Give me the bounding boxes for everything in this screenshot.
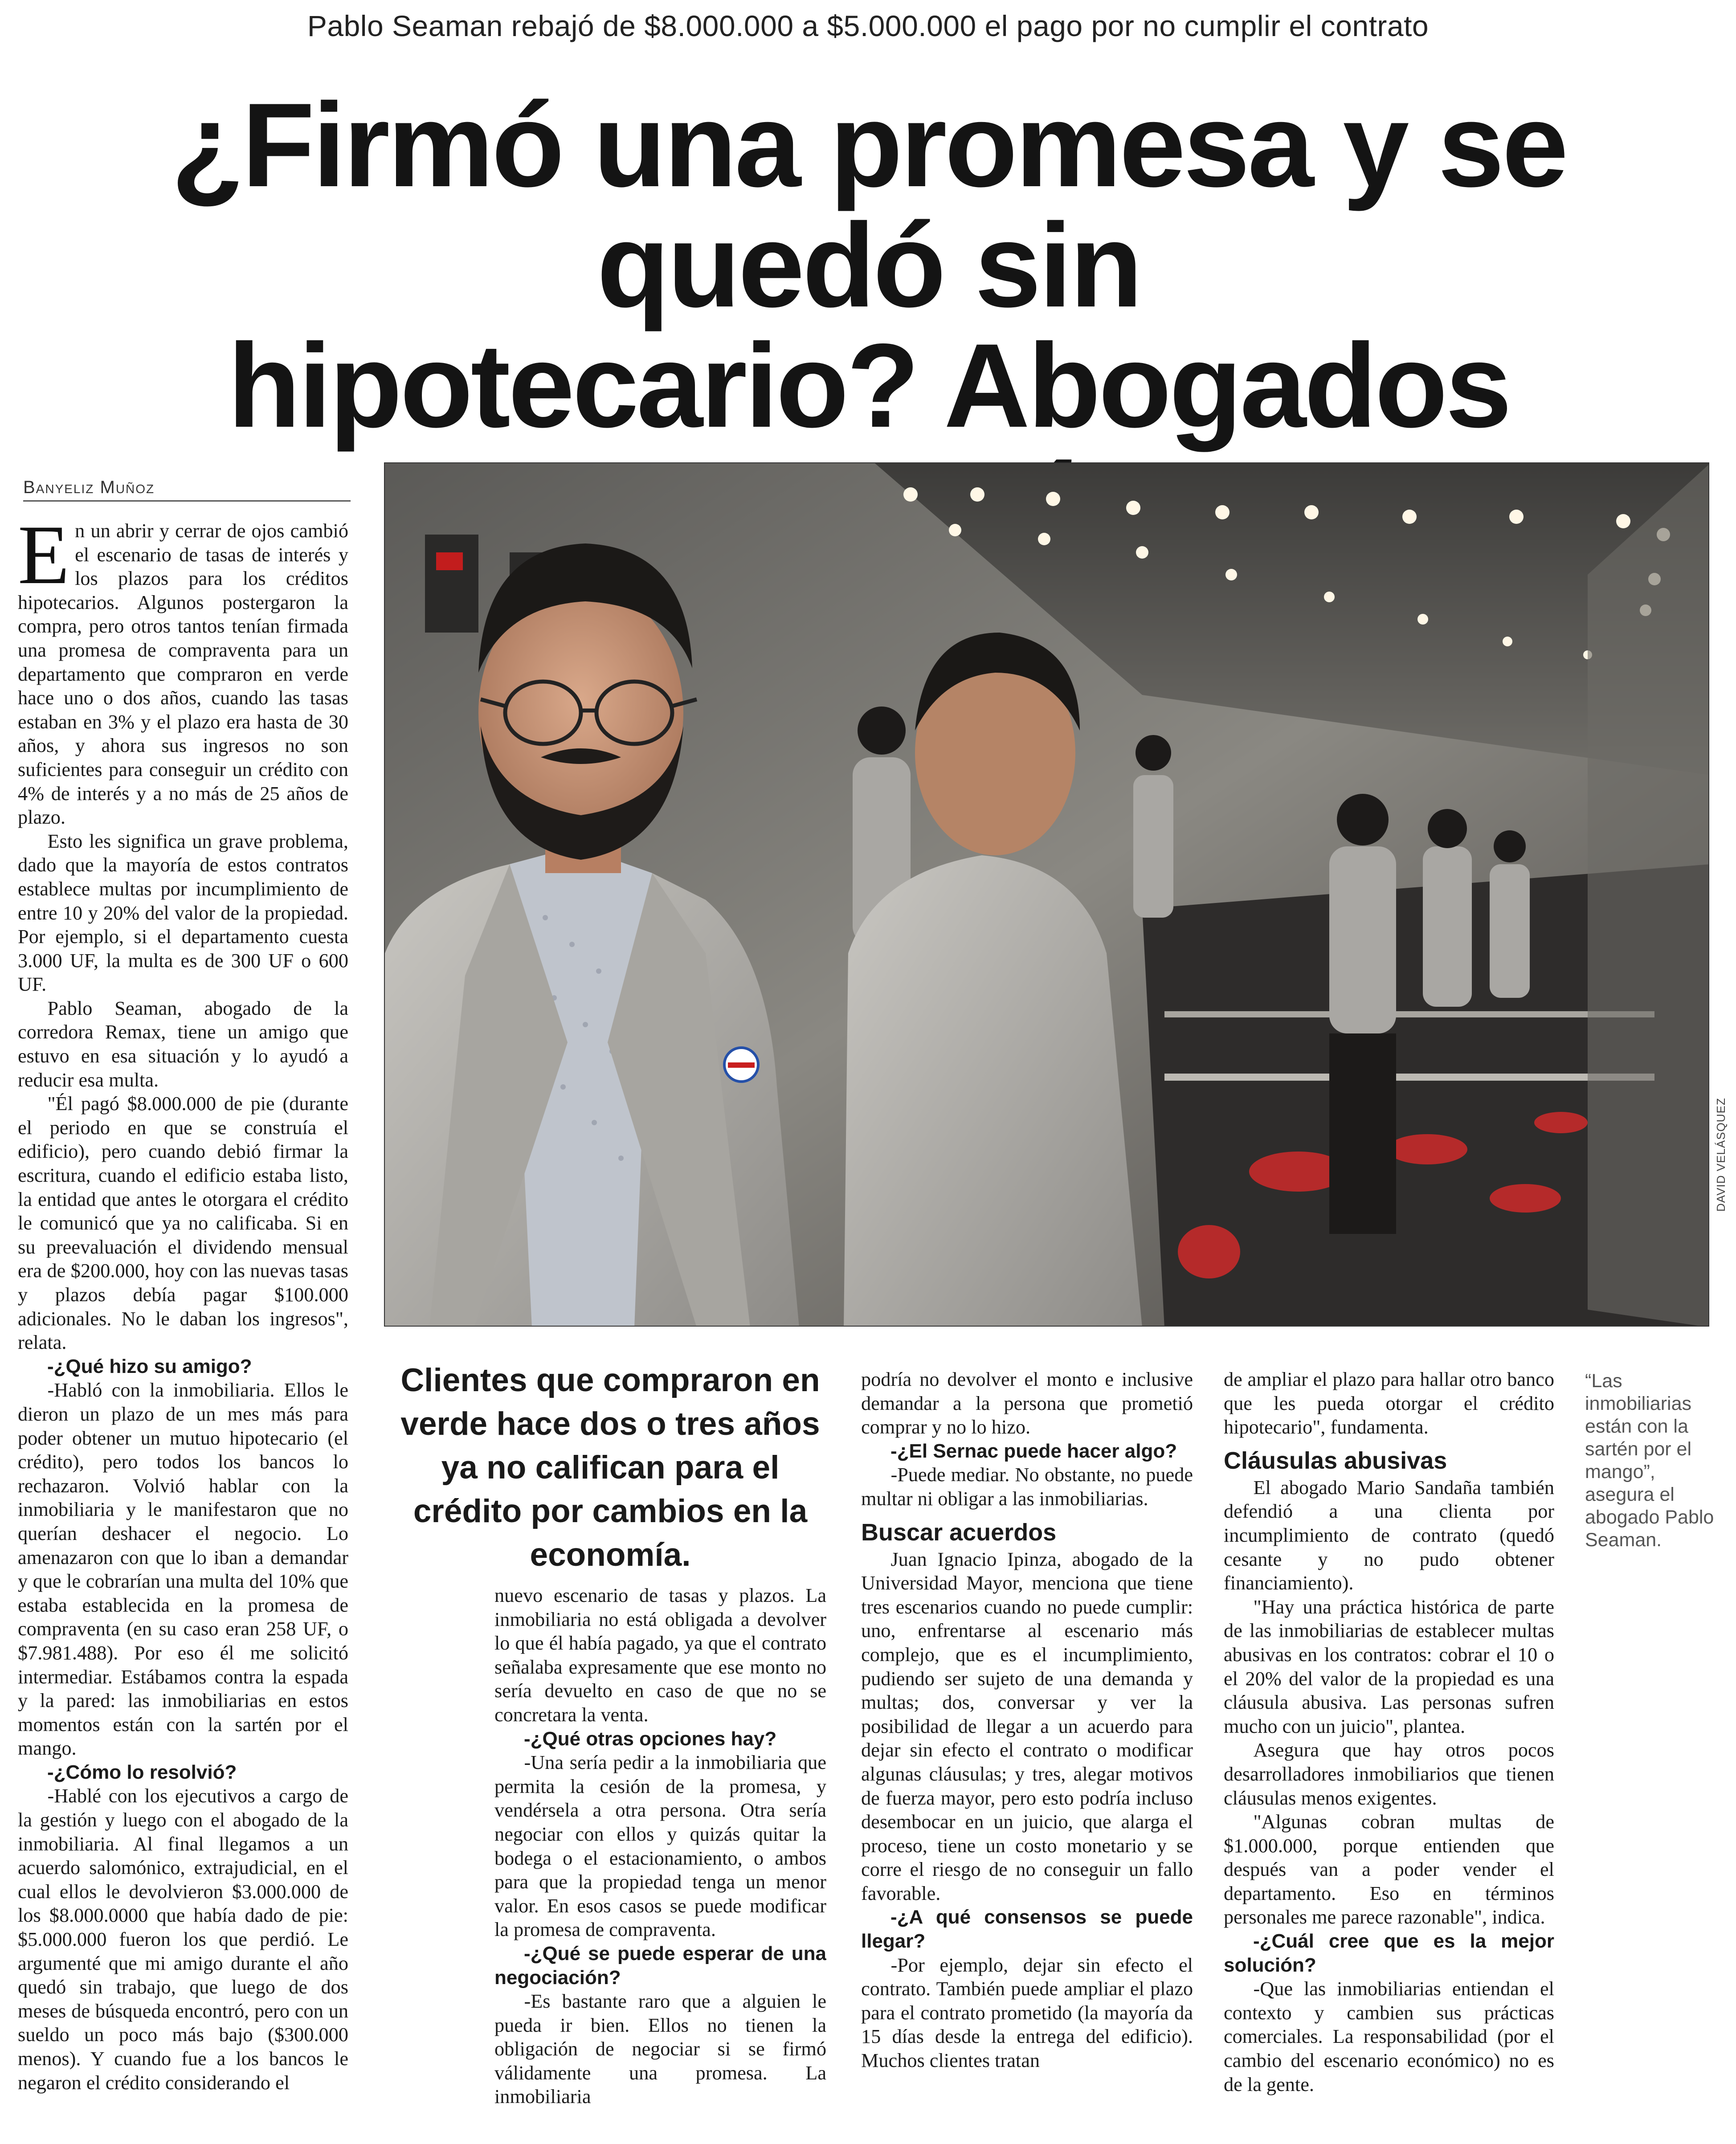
paragraph: -Es bastante raro que a alguien le pueda ir bien. Ellos no tienen la obligación de negociar si se firmó válidamente una promesa. La inmobiliaria xyxy=(494,1990,826,2108)
paragraph: -Que las inmobiliarias entiendan el contexto y cambien sus prácticas comerciales. La responsabilidad (por el cambio del escenario económico) no es de la gente. xyxy=(1224,1978,1554,2095)
headline-line-1: ¿Firmó una promesa y se quedó sin xyxy=(171,78,1566,332)
headline-line-2: hipotecario? Abogados xyxy=(228,319,1510,452)
paragraph: -Una sería pedir a la inmobiliaria que permita la cesión de la promesa, y vendérsela a otra persona. Otra sería negociar con ellos y quizás quitar la bodega o el estacionamiento, o ambos para que la propiedad tenga un menor valor. En esos casos se puede modificar la promesa de compraventa. xyxy=(494,1752,826,1941)
paragraph: -Hablé con los ejecutivos a cargo de la gestión y luego con el abogado de la inmobiliaria. Al final llegamos a un acuerdo salomónico, extrajudicial, en el cual ellos le devolvieron $3.000.000 de los $8.000.0000 que había dado de pie: $5.000.000 fueron los que perdió. Le argumenté que mi amigo durante el año quedó sin trabajo, que luego de dos meses de búsqueda encontró, pero con un sueldo un poco más bajo ($300.000 menos). Y cuando fue a los bancos le negaron el crédito considerando el xyxy=(18,1785,348,2094)
paragraph: "Él pagó $8.000.000 de pie (durante el periodo en que se construía el edificio), pero cuando debió firmar la escritura, cuando el edificio estaba listo, la entidad que antes le otorgara el crédito le comunicó que ya no calificaba. Si en su preevaluación el dividendo mensual era de $200.000, hoy con las nuevas tasas y plazos debía pagar $100.000 adicionales. No le daban los ingresos", relata. xyxy=(18,1093,348,1354)
elevator-portrait-illustration xyxy=(385,463,1709,1327)
side-quote: “Las inmobiliarias están con la sartén por el mango”, asegura el abogado Pablo Seaman. xyxy=(1585,1370,1714,1551)
article-column-1 xyxy=(18,519,348,2143)
paragraph: -Por ejemplo, dejar sin efecto el contrato. También puede ampliar el plazo para el contrato prometido (la mayoría da 15 días desde la entrega del edificio). Muchos clientes tratan xyxy=(861,1954,1193,2072)
article-column-3 xyxy=(861,1368,1193,2144)
interview-question: -¿Qué se puede esperar de una negociación? xyxy=(494,1942,826,1989)
paragraph: podría no devolver el monto e inclusive demandar a la persona que prometió comprar y no lo hizo. xyxy=(861,1368,1193,1438)
paragraph: de ampliar el plazo para hallar otro banco que les pueda otorgar el crédito hipotecario", fundamenta. xyxy=(1224,1368,1554,1438)
paragraph: -Puede mediar. No obstante, no puede multar ni obligar a las inmobiliarias. xyxy=(861,1464,1193,1510)
paragraph: Esto les significa un grave problema, dado que la mayoría de estos contratos establece multas por incumplimiento de entre 10 y 20% del valor de la propiedad. Por ejemplo, si el departamento cuesta 3.000 UF, la multa es de 300 UF o 600 UF. xyxy=(18,830,348,996)
pull-quote: Clientes que compraron en verde hace dos o tres años ya no califican para el crédito por cambios en la economía. xyxy=(400,1362,820,1573)
paragraph: El abogado Mario Sandaña también defendió a una clienta por incumplimiento de contrato (quedó cesante y no pudo obtener financiamiento). xyxy=(1224,1476,1554,1594)
section-heading: Buscar acuerdos xyxy=(861,1519,1057,1546)
article-photo xyxy=(384,462,1709,1327)
paragraph: Pablo Seaman, abogado de la corredora Remax, tiene un amigo que estuvo en esa situación y lo ayudó a reducir esa multa. xyxy=(18,997,348,1091)
interview-question: -¿El Sernac puede hacer algo? xyxy=(890,1440,1177,1462)
dropcap: E xyxy=(18,519,70,602)
interview-question: -¿Cómo lo resolvió? xyxy=(47,1761,237,1783)
interview-question: -¿Cuál cree que es la mejor solución? xyxy=(1224,1930,1554,1976)
article-column-2 xyxy=(494,1584,826,2144)
interview-question: -¿Qué hizo su amigo? xyxy=(47,1355,252,1377)
paragraph: Juan Ignacio Ipinza, abogado de la Universidad Mayor, menciona que tiene tres escenarios cuando no puede cumplir: uno, enfrentarse al escenario más complejo, que es el incumplimiento, pudiendo ser sujeto de una demanda y multas; dos, conversar y ver la posibilidad de llegar a un acuerdo para dejar sin efecto el contrato o modificar algunas cláusulas; y tres, alegar motivos de fuerza mayor, pero esto podría incluso desembocar en un juicio, que alarga el proceso, tiene un costo monetario y se corre el riesgo de no conseguir un fallo favorable. xyxy=(861,1548,1193,1904)
paragraph: Asegura que hay otros pocos desarrolladores inmobiliarios que tienen cláusulas menos exigentes. xyxy=(1224,1739,1554,1809)
photo-credit: DAVID VELÁSQUEZ xyxy=(1714,1098,1728,1212)
paragraph-intro: En un abrir y cerrar de ojos cambió el escenario de tasas de interés y los plazos para los créditos hipotecarios. Algunos postergaron la compra, pero otros tantos tenían firmada una promesa de compraventa para un departamento que compraron en verde hace uno o dos años, cuando las tasas estaban en 3% y el plazo era hasta de 30 años, y ahora sus ingresos no son suficientes para conseguir un crédito con 4% de interés y a no más de 25 años de plazo. xyxy=(18,519,348,829)
interview-question: -¿A qué consensos se puede llegar? xyxy=(861,1906,1193,1952)
kicker-subtitle: Pablo Seaman rebajó de $8.000.000 a $5.000.000 el pago por no cumplir el contrato xyxy=(307,9,1429,42)
article-column-4 xyxy=(1224,1368,1554,2144)
section-heading: Cláusulas abusivas xyxy=(1224,1447,1447,1474)
paragraph: -Habló con la inmobiliaria. Ellos le dieron un plazo de un mes más para poder obtener un mutuo hipotecario (el crédito), pero todos los bancos lo rechazaron. Volvió hablar con la inmobiliaria y le manifestaron que no querían deshacer el negocio. Lo amenazaron con que lo iban a demandar y que le cobrarían una multa del 10% que estaba establecida en la promesa de compraventa (en su caso eran 258 UF, o $7.981.488). Por eso él me solicitó intermediar. Estábamos contra la espada y la pared: las inmobiliarias en estos momentos están con la sartén por el mango. xyxy=(18,1379,348,1760)
paragraph: nuevo escenario de tasas y plazos. La inmobiliaria no está obligada a devolver lo que él había pagado, ya que el contrato señalaba expresamente que ese monto no sería devuelto en caso de que no se concretara la venta. xyxy=(494,1585,826,1726)
paragraph: "Hay una práctica histórica de parte de las inmobiliarias de establecer multas abusivas en los contratos: cobrar el 10 o el 20% del valor de la propiedad es una cláusula abusiva. Las personas sufren mucho con un juicio", plantea. xyxy=(1224,1596,1554,1737)
byline: Banyeliz Muñoz xyxy=(23,478,351,502)
paragraph: "Algunas cobran multas de $1.000.000, porque entienden que después van a poder vender el departamento. Eso en términos personales me parece razonable", indica. xyxy=(1224,1811,1554,1928)
interview-question: -¿Qué otras opciones hay? xyxy=(524,1727,777,1750)
